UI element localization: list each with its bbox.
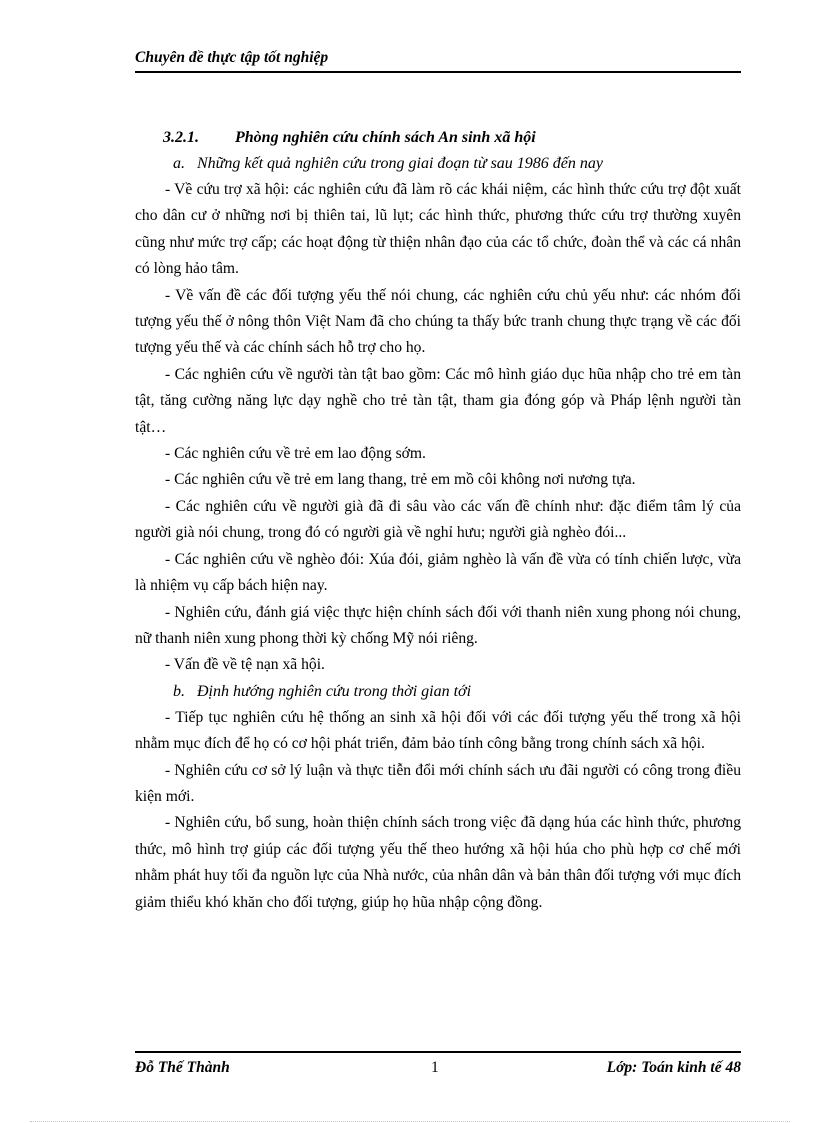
footer-rule (135, 1051, 741, 1053)
subheading-b-letter: b. (173, 682, 185, 700)
footer-class-label: Lớp: Toán kinh tế 48 (606, 1059, 741, 1076)
section-heading (135, 125, 741, 151)
page-content (135, 125, 741, 916)
paragraph: - Các nghiên cứu về người tàn tật bao gồm: Các mô hình giáo dục hũa nhập cho trẻ em tàn tật, tăng cường năng lực dạy nghề cho trẻ tàn tật, tham gia đóng góp và Pháp lệnh người tàn tật… (135, 365, 741, 436)
section-number: 3.2.1. (163, 129, 199, 146)
paragraph: - Nghiên cứu, đánh giá việc thực hiện chính sách đối với thanh niên xung phong nói chung, nữ thanh niên xung phong thời kỳ chống Mỹ nói riêng. (135, 603, 741, 647)
footer-author: Đỗ Thế Thành (135, 1059, 230, 1076)
subheading-b (135, 679, 741, 705)
footer-row (135, 1057, 741, 1079)
header-rule (135, 71, 741, 73)
subheading-a (135, 151, 741, 177)
subheading-b-title: Định hướng nghiên cứu trong thời gian tới (197, 682, 472, 700)
subheading-a-title: Những kết quả nghiên cứu trong giai đoạn từ sau 1986 đến nay (197, 155, 603, 172)
paragraph: - Các nghiên cứu về người già đã đi sâu vào các vấn đề chính như: đặc điểm tâm lý của người già nói chung, trong đó có người già về nghỉ hưu; người già nghèo đói... (135, 497, 741, 542)
paragraph: - Các nghiên cứu về trẻ em lang thang, trẻ em mồ côi không nơi nương tựa. (165, 471, 636, 489)
page-footer (135, 1051, 741, 1079)
subheading-a-letter: a. (173, 155, 185, 172)
paragraph: - Tiếp tục nghiên cứu hệ thống an sinh xã hội đối với các đối tượng yếu thế trong xã hội nhằm mục đích để họ có cơ hội phát triển, đảm bảo tính công bằng trong chính sách xã hội. (135, 708, 741, 753)
page-bottom-divider (30, 1121, 790, 1122)
paragraph: - Nghiên cứu, bổ sung, hoàn thiện chính sách trong việc đã dạng húa các hình thức, phương thức, mô hình trợ giúp các đối tượng yếu thế theo hướng xã hội húa cho phù hợp cơ chế mới nhằm phát huy tối đa nguồn lực của Nhà nước, của nhân dân và bản thân đối tượng với mục đích giảm thiểu khó khăn cho đối tượng, giúp họ hũa nhập cộng đồng. (135, 814, 741, 911)
paragraph: - Vấn đề về tệ nạn xã hội. (165, 656, 325, 674)
section-title: Phòng nghiên cứu chính sách An sinh xã hội (235, 129, 536, 146)
paragraph: - Các nghiên cứu về trẻ em lao động sớm. (165, 445, 426, 463)
paragraph: - Các nghiên cứu về nghèo đói: Xúa đói, giảm nghèo là vấn đề vừa có tính chiến lược, vừa là nhiệm vụ cấp bách hiện nay. (135, 550, 741, 595)
paragraph: - Về vấn đề các đối tượng yếu thế nói chung, các nghiên cứu chủ yếu như: các nhóm đối tượng yếu thế ở nông thôn Việt Nam đã cho chúng ta thấy bức tranh chung thực trạng về các đối tượng yếu thế và các chính sách hỗ trợ cho họ. (135, 286, 741, 357)
page-header (135, 48, 741, 73)
header-title: Chuyên đề thực tập tốt nghiệp (135, 49, 329, 66)
page-number: 1 (431, 1059, 439, 1076)
paragraph: - Nghiên cứu cơ sở lý luận và thực tiễn đổi mới chính sách ưu đãi người có công trong điều kiện mới. (135, 761, 741, 805)
paragraph: - Về cứu trợ xã hội: các nghiên cứu đã làm rõ các khái niệm, các hình thức cứu trợ đột xuất cho dân cư ở những nơi bị thiên tai, lũ lụt; các hình thức, phương thức cứu trợ thường xuyên cũng như mức trợ cấp; các hoạt động từ thiện nhân đạo của các tổ chức, đoàn thể và các cá nhân có lòng hảo tâm. (135, 181, 741, 278)
